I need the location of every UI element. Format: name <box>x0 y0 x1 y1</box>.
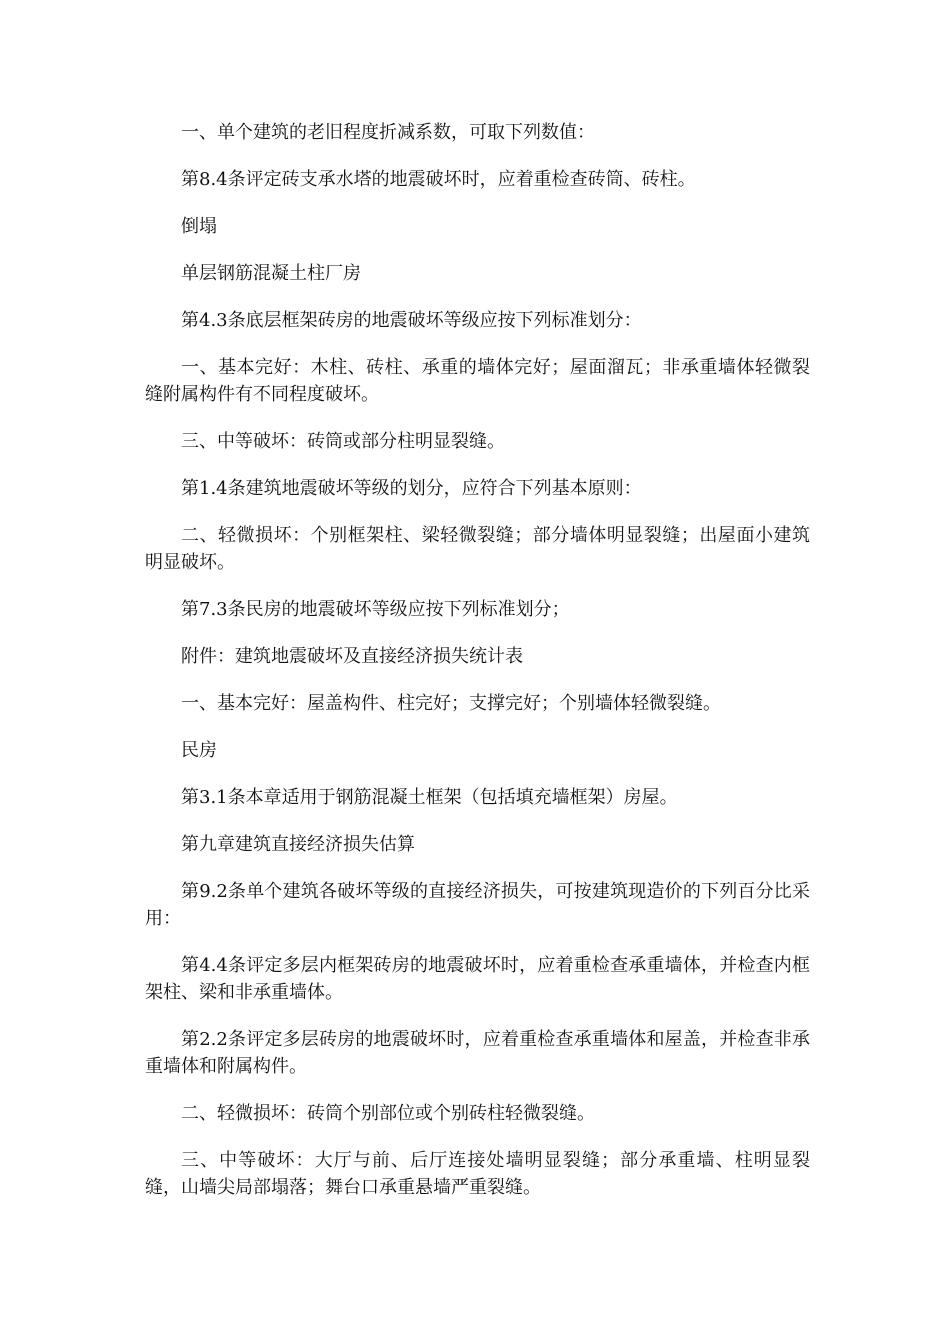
paragraph: 第4.3条底层框架砖房的地震破坏等级应按下列标准划分： <box>181 310 642 331</box>
paragraph: 第4.4条评定多层内框架砖房的地震破坏时，应着重检查承重墙体，并检查内框架柱、梁和非承重墙体。 <box>145 955 810 1003</box>
paragraph: 第2.2条评定多层砖房的地震破坏时，应着重检查承重墙体和屋盖，并检查非承重墙体和附属构件。 <box>145 1029 810 1077</box>
paragraph: 第3.1条本章适用于钢筋混凝土框架（包括填充墙框架）房屋。 <box>181 787 678 808</box>
paragraph: 第7.3条民房的地震破坏等级应按下列标准划分； <box>181 599 570 620</box>
paragraph: 附件：建筑地震破坏及直接经济损失统计表 <box>181 646 523 667</box>
paragraph: 第9.2条单个建筑各破坏等级的直接经济损失，可按建筑现造价的下列百分比采用： <box>145 881 810 929</box>
paragraph: 一、单个建筑的老旧程度折减系数，可取下列数值： <box>181 122 595 143</box>
paragraph: 二、轻微损坏：个别框架柱、梁轻微裂缝；部分墙体明显裂缝；出屋面小建筑明显破坏。 <box>145 525 810 573</box>
paragraph: 第8.4条评定砖支承水塔的地震破坏时，应着重检查砖筒、砖柱。 <box>181 169 696 190</box>
paragraph: 三、中等破坏：砖筒或部分柱明显裂缝。 <box>181 431 505 452</box>
paragraph: 三、中等破坏：大厅与前、后厅连接处墙明显裂缝；部分承重墙、柱明显裂缝，山墙尖局部塌落；舞台口承重悬墙严重裂缝。 <box>145 1150 810 1198</box>
document-body <box>145 119 810 1221</box>
paragraph: 一、基本完好：木柱、砖柱、承重的墙体完好；屋面溜瓦；非承重墙体轻微裂缝附属构件有不同程度破坏。 <box>145 357 810 405</box>
paragraph: 民房 <box>181 740 217 761</box>
paragraph: 第1.4条建筑地震破坏等级的划分，应符合下列基本原则： <box>181 478 642 499</box>
paragraph: 第九章建筑直接经济损失估算 <box>181 834 415 855</box>
paragraph: 二、轻微损坏：砖筒个别部位或个别砖柱轻微裂缝。 <box>181 1103 595 1124</box>
paragraph: 一、基本完好：屋盖构件、柱完好；支撑完好；个别墙体轻微裂缝。 <box>181 693 721 714</box>
paragraph: 倒塌 <box>181 216 217 237</box>
paragraph: 单层钢筋混凝土柱厂房 <box>181 263 361 284</box>
